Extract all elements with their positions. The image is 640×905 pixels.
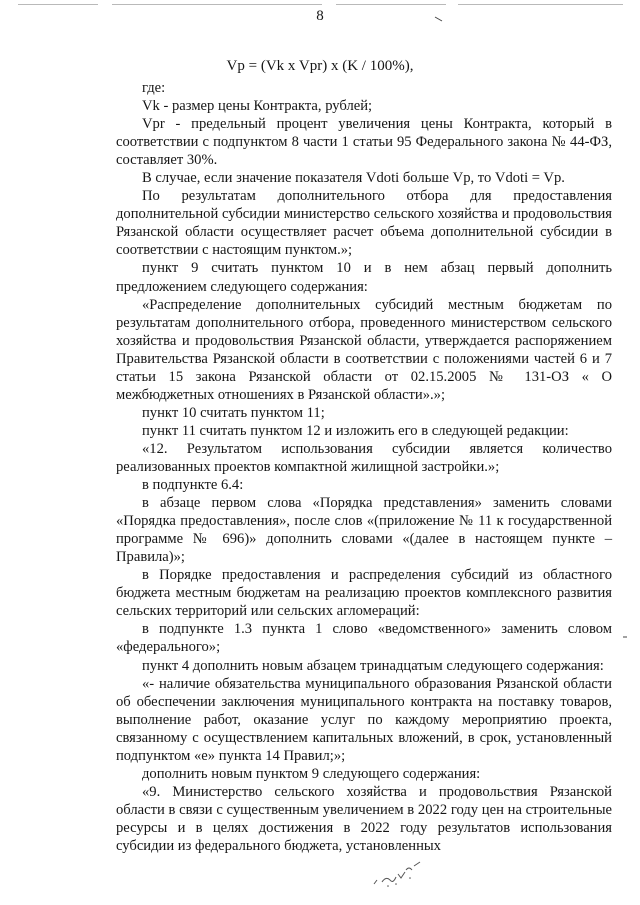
paragraph: пункт 4 дополнить новым абзацем тринадцатым следующего содержания: — [142, 657, 604, 674]
paragraph: в подпункте 6.4: — [142, 477, 244, 494]
paragraph: Vk - размер цены Контракта, рублей; — [142, 98, 373, 115]
paragraph: «12. Результатом использования субсидии является количество реализованных проектов компактной жилищной застройки.»; — [116, 440, 612, 475]
document-body — [116, 79, 612, 855]
paragraph: в подпункте 1.3 пункта 1 слово «ведомственного» заменить словом «федерального»; — [116, 621, 612, 656]
scan-edge-line — [458, 4, 623, 5]
paragraph: пункт 10 считать пунктом 11; — [142, 404, 325, 421]
paragraph: в абзаце первом слова «Порядка представления» заменить словами «Порядка предоставления», после слов «(приложение № 11 к государственной программе № 696)» дополнить словами «(далее в настоящем пункте – Правила)»; — [116, 495, 612, 566]
paragraph: Vpr - предельный процент увеличения цены Контракта, который в соответствии с подпунктом 8 части 1 статьи 95 Федерального закона № 44-ФЗ, составляет 30%. — [116, 116, 612, 169]
paragraph: где: — [142, 80, 166, 96]
paragraph: в Порядке предоставления и распределения субсидий из областного бюджета местным бюджетам на реализацию проектов комплексного развития сельских территорий или сельских агломераций: — [116, 567, 612, 620]
pen-mark-icon — [622, 634, 628, 640]
scan-edge-line — [112, 4, 322, 5]
paragraph: дополнить новым пунктом 9 следующего содержания: — [142, 765, 481, 782]
scan-edge-line — [18, 4, 98, 5]
pen-mark-icon — [434, 16, 444, 22]
handwritten-scribble-icon — [370, 858, 430, 888]
paragraph: «Распределение дополнительных субсидий местным бюджетам по результатам дополнительного отбора, проведенного министерством сельского хозяйства и продовольствия Рязанской области, утверждается распоряжением Правительства Рязанской области в соответствии с положениями частей 6 и 7 статьи 15 закона Рязанской области от 02.15.2005 № 131-ОЗ « О межбюджетных отношениях в Рязанской области».»; — [116, 296, 612, 403]
paragraph: «- наличие обязательства муниципального образования Рязанской области об обеспечении заключения муниципального контракта на поставку товаров, выполнение работ, оказание услуг по каждому мероприятию проекта, связанному с осуществлением капитальных вложений, в срок, установленный подпунктом «е» пункта 14 Правил;»; — [116, 675, 612, 764]
paragraph: По результатам дополнительного отбора для предоставления дополнительной субсидии министерство сельского хозяйства и продовольствия Рязанской области осуществляет расчет объема дополнительной субсидии в соответствии с настоящим пунктом.»; — [116, 188, 612, 259]
page-number: 8 — [316, 8, 324, 24]
paragraph: пункт 11 считать пунктом 12 и изложить его в следующей редакции: — [142, 422, 569, 439]
paragraph: пункт 9 считать пунктом 10 и в нем абзац первый дополнить предложением следующего содержания: — [116, 260, 612, 295]
paragraph: «9. Министерство сельского хозяйства и продовольствия Рязанской области в связи с существенным увеличением в 2022 году цен на строительные ресурсы и в целях достижения в 2022 году результатов использования субсидии из федерального бюджета, установленных — [116, 783, 612, 854]
paragraph: В случае, если значение показателя Vdoti больше Vp, то Vdoti = Vp. — [142, 170, 565, 187]
formula: Vp = (Vk x Vpr) x (K / 100%), — [226, 58, 414, 74]
scan-edge-line — [336, 4, 446, 5]
